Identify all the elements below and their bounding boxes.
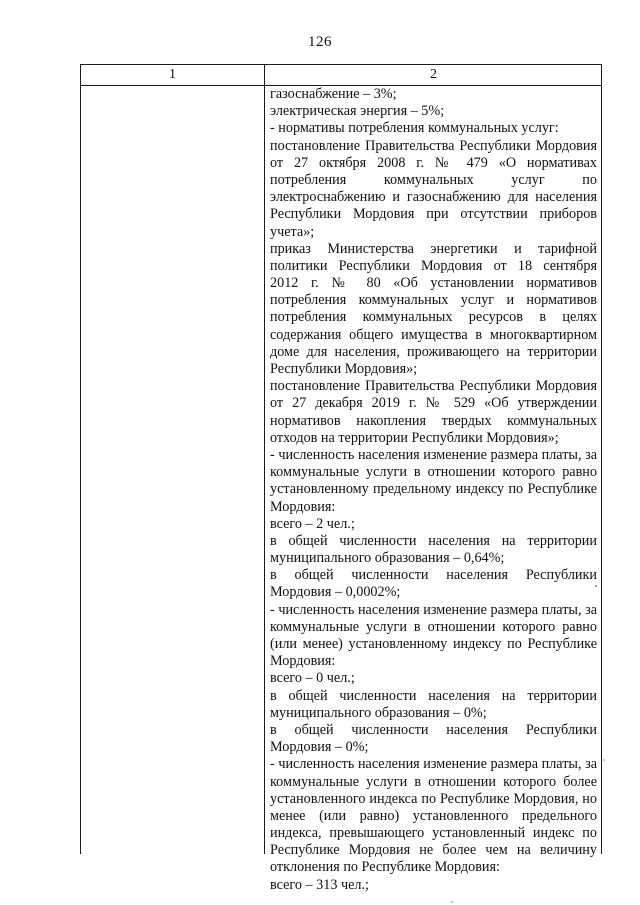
text-line: Республике Мордовия не более чем на величину — [270, 842, 597, 859]
text-line: в общей численности населения Республики — [270, 567, 597, 584]
page-number: 126 — [308, 34, 332, 50]
text-line: (или менее) установленному индексу по Республике — [270, 636, 597, 652]
text-line: в общей численности населения на территории — [270, 687, 597, 704]
text-line: содержания общего имущества в многоквартирном — [270, 326, 597, 343]
text-line: электрическая энергия – 5%; — [270, 103, 445, 120]
document-table — [80, 64, 602, 893]
text-line: газоснабжение – 3%; — [270, 86, 397, 102]
text-line: коммунальные услуги в отношении которого более — [270, 773, 597, 790]
text-line: нормативов накопления твердых коммунальных — [270, 412, 597, 429]
text-line: доме для населения, проживающего на территории — [270, 343, 597, 360]
column-divider — [264, 65, 265, 854]
text-line: Мордовия: — [270, 653, 336, 670]
text-line: Республики Мордовия»; — [270, 361, 418, 377]
text-line: 2012 г. № 80 «Об установлении нормативов — [270, 275, 597, 292]
text-line: постановление Правительства Республики Мордовия — [270, 137, 597, 154]
text-line: - численность населения изменение размера платы, за — [270, 756, 597, 773]
column-2-text — [270, 86, 597, 894]
text-line: Мордовия – 0,0002%; — [270, 584, 401, 601]
text-line: учета»; — [270, 223, 315, 240]
text-line: установленного индекса по Республике Мордовия, но — [270, 790, 597, 807]
text-line: в общей численности населения на территории — [270, 532, 597, 549]
text-line: муниципального образования – 0,64%; — [270, 550, 505, 567]
text-line: муниципального образования – 0%; — [270, 704, 487, 721]
text-line: от 27 октября 2008 г. № 479 «О нормативах — [270, 154, 597, 171]
text-line: - численность населения изменение размера платы, за — [270, 446, 597, 463]
text-line: менее (или равно) установленного предельного — [270, 807, 597, 824]
text-line: коммунальные услуги в отношении которого равно — [270, 618, 597, 635]
text-line: - численность населения изменение размера платы, за — [270, 601, 597, 618]
column-1-header: 1 — [169, 67, 176, 82]
text-line: всего – 2 чел.; — [270, 515, 355, 532]
text-line: приказ Министерства энергетики и тарифной — [270, 240, 597, 257]
text-line: Мордовия: — [270, 498, 336, 515]
text-line: политики Республики Мордовия от 18 сентября — [270, 257, 597, 274]
text-line: - нормативы потребления коммунальных услуг: — [270, 120, 559, 137]
text-line: установленному предельному индексу по Республике — [270, 481, 597, 498]
text-line: в общей численности населения Республики — [270, 721, 597, 738]
text-line: Республики Мордовия при отсутствии приборов — [270, 206, 597, 223]
text-line: отклонения по Республике Мордовия: — [270, 859, 500, 876]
text-line: потребления коммунальных услуг и нормативов — [270, 292, 597, 309]
text-line: постановление Правительства Республики Мордовия — [270, 378, 597, 395]
text-line: коммунальные услуги в отношении которого равно — [270, 464, 597, 481]
text-line: отходов на территории Республики Мордовия»; — [270, 429, 559, 446]
text-line: потребления коммунальных услуг по — [270, 171, 597, 188]
table-header-row — [81, 65, 601, 86]
text-line: потребления коммунальных ресурсов в целях — [270, 309, 597, 326]
text-line: индекса, превышающего установленный индекс по — [270, 825, 597, 842]
text-line: всего – 0 чел.; — [270, 670, 355, 687]
text-line: всего – 313 чел.; — [270, 876, 369, 893]
text-line: электроснабжению и газоснабжению для населения — [270, 189, 597, 206]
column-2-header: 2 — [430, 67, 437, 82]
text-line: от 27 декабря 2019 г. № 529 «Об утверждении — [270, 395, 597, 412]
text-line: Мордовия – 0%; — [270, 739, 369, 756]
